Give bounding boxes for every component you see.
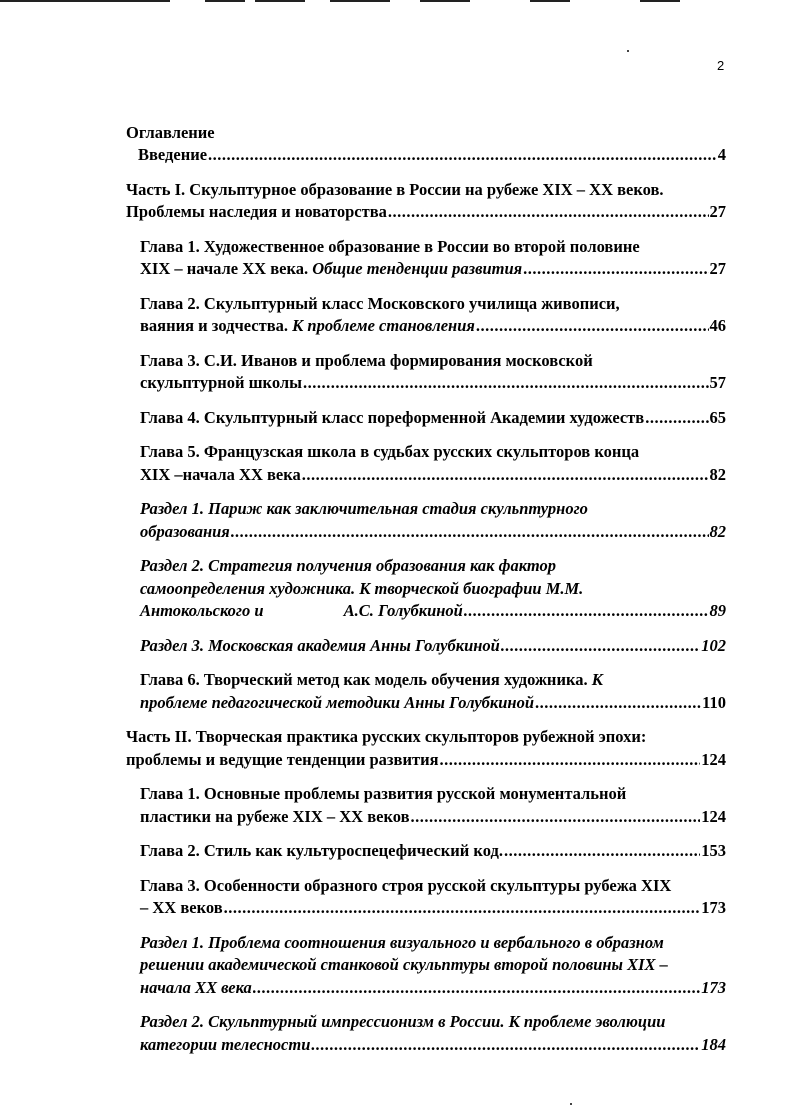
entry-page: 124: [701, 749, 726, 769]
entry-page: 57: [709, 373, 726, 392]
dot-leader: [388, 201, 709, 224]
page-number: 2: [717, 58, 725, 73]
entry-text: А.С. Голубкиной: [343, 601, 463, 620]
entry-subtitle: Общие тенденции развития: [312, 259, 523, 278]
toc-entry-part-2[interactable]: [126, 726, 726, 771]
entry-text: проблемы и ведущие тенденции развития: [126, 749, 439, 769]
entry-text: решении академической станковой скульптуры второй половины XIX –: [140, 955, 668, 974]
entry-text: Глава 3. Особенности образного строя русской скульптуры рубежа XIX: [140, 875, 672, 895]
entry-text: начала XX века: [140, 977, 252, 997]
toc-entry-part2-section-2[interactable]: [140, 1011, 726, 1056]
entry-page: 27: [709, 202, 726, 221]
entry-page: 65: [709, 407, 726, 427]
dot-leader: [208, 144, 717, 167]
entry-text: Часть I. Скульптурное образование в России на рубеже XIX – XX веков.: [126, 179, 664, 199]
entry-text: Глава 6. Творческий метод как модель обучения художника.: [140, 670, 588, 689]
entry-text: Глава 2. Скульптурный класс Московского училища живописи,: [140, 293, 620, 313]
entry-page: 184: [701, 1034, 726, 1054]
toc-entry-part2-section-1[interactable]: [140, 932, 726, 1000]
toc-entry-part1-chapter-5[interactable]: [140, 441, 726, 486]
entry-text: самоопределения художника. К творческой биографии М.М.: [140, 578, 584, 598]
entry-page: 27: [709, 259, 726, 278]
toc-entry-section-1[interactable]: [140, 498, 726, 543]
entry-page: 46: [709, 316, 726, 335]
entry-text: Глава 1. Художественное образование в России во второй половине: [140, 236, 640, 256]
entry-page: 153: [701, 841, 726, 860]
toc-entry-part-1[interactable]: [126, 179, 726, 224]
dot-leader: [504, 840, 700, 863]
dot-leader: [224, 897, 701, 920]
entry-text: К: [591, 670, 603, 689]
scan-speck: [570, 1103, 572, 1105]
toc-entry-section-3[interactable]: [140, 635, 726, 658]
entry-text: Часть II. Творческая практика русских скульпторов рубежной эпохи:: [126, 727, 647, 746]
dot-leader: [501, 635, 700, 658]
toc-entry-part2-chapter-2[interactable]: [140, 840, 726, 863]
toc-entry-part1-chapter-6[interactable]: [140, 669, 726, 714]
toc-entry-part1-chapter-4[interactable]: [140, 407, 726, 430]
toc-title: Оглавление: [126, 123, 215, 142]
dot-leader: [476, 315, 709, 338]
entry-text: Раздел 2. Стратегия получения образования как фактор: [140, 556, 556, 575]
scan-edge-marks: [0, 0, 791, 4]
entry-text: XIX – начале XX века.: [140, 259, 309, 278]
entry-text: Глава 5. Французская школа в судьбах русских скульпторов конца: [140, 442, 640, 461]
entry-text: скульптурной школы: [140, 373, 303, 392]
dot-leader: [302, 464, 709, 487]
entry-text: Раздел 1. Париж как заключительная стадия скульптурного: [140, 499, 588, 518]
dot-leader: [440, 749, 701, 772]
entry-page: 4: [717, 145, 726, 164]
dot-leader: [645, 407, 708, 430]
entry-text: пластики на рубеже XIX – XX веков: [140, 806, 410, 826]
entry-text: Глава 1. Основные проблемы развития русской монументальной: [140, 784, 627, 803]
entry-text: Глава 2. Стиль как культуроспецефический код.: [140, 841, 503, 860]
entry-page: 110: [702, 692, 726, 712]
toc-entry-section-2[interactable]: [140, 555, 726, 623]
entry-page: 82: [709, 464, 726, 484]
entry-page: 82: [709, 521, 726, 541]
entry-text: – XX веков: [140, 898, 223, 917]
entry-text: Введение: [138, 145, 208, 164]
toc-entry-part1-chapter-2[interactable]: [140, 293, 726, 338]
entry-text: категории телесности: [140, 1034, 311, 1054]
entry-text: XIX –начала XX века: [140, 464, 301, 484]
scan-speck: [627, 50, 629, 52]
dot-leader: [523, 258, 708, 281]
dot-leader: [231, 521, 709, 544]
entry-page: 102: [701, 635, 726, 655]
dot-leader: [411, 806, 701, 829]
entry-text: Антокольского и: [140, 601, 264, 620]
entry-text: Глава 4. Скульптурный класс пореформенной Академии художеств: [140, 407, 645, 427]
toc-entry-part2-chapter-3[interactable]: [140, 875, 726, 920]
entry-page: 173: [701, 977, 726, 997]
entry-text: Глава 3. С.И. Иванов и проблема формирования московской: [140, 350, 593, 370]
dot-leader: [303, 372, 708, 395]
entry-text: образования: [140, 521, 230, 541]
dot-leader: [464, 600, 709, 623]
entry-page: 173: [701, 898, 726, 917]
entry-subtitle: К проблеме становления: [292, 316, 475, 335]
entry-text: проблеме педагогической методики Анны Голубкиной: [140, 692, 535, 712]
dot-leader: [535, 692, 701, 715]
toc-entry-part2-chapter-1[interactable]: [140, 783, 726, 828]
entry-text: Раздел 3. Московская академия Анны Голубкиной: [140, 635, 500, 655]
entry-text: Раздел 2. Скульптурный импрессионизм в России. К проблеме эволюции: [140, 1012, 666, 1031]
entry-page: 124: [701, 806, 726, 826]
entry-page: 89: [709, 601, 726, 620]
dot-leader: [253, 977, 700, 1000]
toc-entry-part1-chapter-3[interactable]: [140, 350, 726, 395]
entry-text: ваяния и зодчества.: [140, 316, 288, 335]
dot-leader: [311, 1034, 700, 1057]
toc-entry-introduction[interactable]: [138, 144, 726, 167]
toc-entry-part1-chapter-1[interactable]: [140, 236, 726, 281]
entry-text: Проблемы наследия и новаторства: [126, 202, 387, 221]
table-of-contents: [126, 122, 726, 1068]
entry-text: Раздел 1. Проблема соотношения визуального и вербального в образном: [140, 932, 664, 952]
